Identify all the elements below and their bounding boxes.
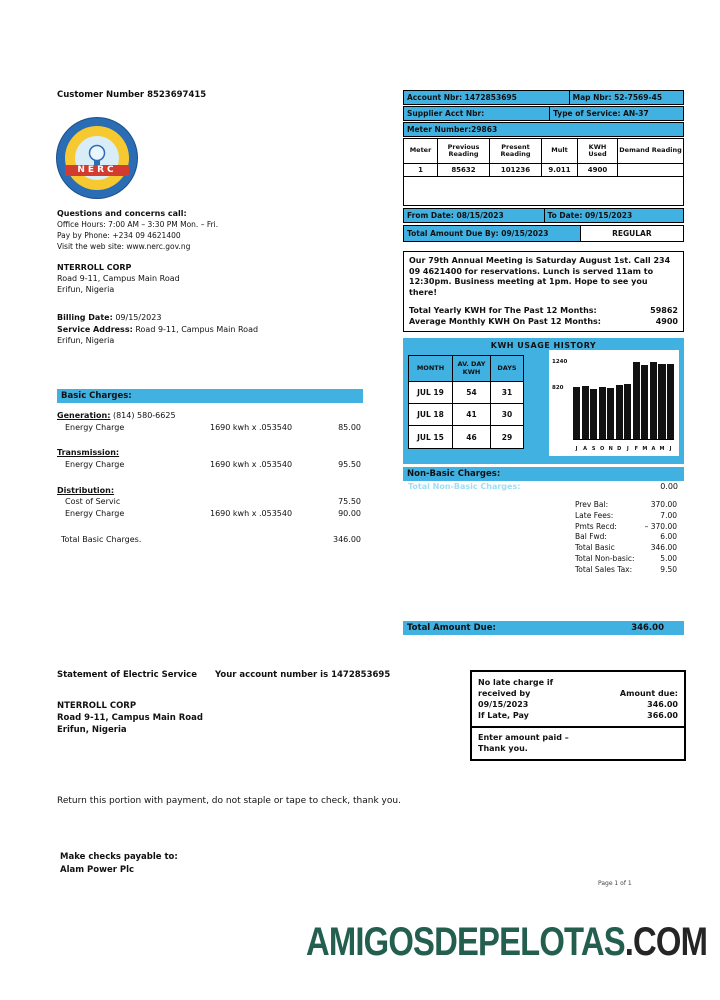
summary-value: 5.00 xyxy=(660,553,677,563)
meter-cell-meter: 1 xyxy=(404,164,438,176)
bar-D-5 xyxy=(616,385,623,439)
kwh-bar-chart xyxy=(549,350,679,456)
summary-label: Total Basic xyxy=(575,543,615,553)
charge-amount: 90.00 xyxy=(338,509,361,518)
usage-avday: 46 xyxy=(453,426,491,448)
meter-cell-kwh-used: 4900 xyxy=(578,164,618,176)
page-number: Page 1 of 1 xyxy=(598,880,632,887)
service-type-cell: Type of Service: AN-37 xyxy=(549,107,683,120)
customer-company: NTERROLL CORP xyxy=(57,263,132,272)
meter-header-mult: Mult xyxy=(542,139,578,163)
bar-J-0 xyxy=(573,387,580,439)
summary-label: Total Sales Tax: xyxy=(575,564,633,574)
x-label-1: A xyxy=(583,446,587,452)
basic-charges-header: Basic Charges: xyxy=(57,389,363,403)
watermark-main: AMIGOSDEPELOTAS xyxy=(306,920,625,964)
x-label-7: F xyxy=(634,446,639,452)
usage-row xyxy=(409,404,523,426)
yearly-kwh-label: Total Yearly KWH for The Past 12 Months: xyxy=(409,306,597,315)
paybox-divider xyxy=(472,726,684,728)
billing-date-label: Billing Date: xyxy=(57,313,113,322)
summary-value: 9.50 xyxy=(660,564,677,574)
summary-value: 370.00 xyxy=(650,500,677,509)
y-axis-tick: 1240 xyxy=(552,358,568,365)
usage-avday: 54 xyxy=(453,382,491,404)
non-basic-total-row xyxy=(403,482,678,491)
charge-row-transmission-energy xyxy=(57,460,363,469)
paybox-row4 xyxy=(478,710,678,721)
payable-to-name: Alam Power Plc xyxy=(60,865,135,875)
total-due-label: Total Amount Due: xyxy=(407,623,496,633)
charge-name: Energy Charge xyxy=(65,509,125,518)
customer-address2: Erifun, Nigeria xyxy=(57,285,115,294)
bar-S-2 xyxy=(590,389,597,439)
account-map-row xyxy=(403,90,684,105)
summary-row xyxy=(575,500,677,511)
meter-cell-present: 101236 xyxy=(490,164,542,176)
x-label-4: N xyxy=(608,446,613,452)
x-label-6: J xyxy=(626,446,629,452)
bar-J-6 xyxy=(624,384,631,439)
remit-company: NTERROLL CORP xyxy=(57,701,137,711)
supplier-cell: Supplier Acct Nbr: xyxy=(407,109,485,118)
non-basic-total-value: 0.00 xyxy=(660,482,678,491)
charge-calc: 1690 kwh x .053540 xyxy=(210,460,293,469)
statement-account-line: Your account number is 1472853695 xyxy=(215,670,391,680)
usage-days: 30 xyxy=(491,404,523,426)
to-date-cell: To Date: 09/15/2023 xyxy=(544,209,684,222)
chart-x-labels xyxy=(573,446,674,452)
meter-number-cell: Meter Number:29863 xyxy=(407,125,498,134)
distribution-label: Distribution: xyxy=(57,486,115,495)
if-late-label: If Late, Pay xyxy=(478,711,529,720)
notice-message: Our 79th Annual Meeting is Saturday August 1st. Call 234 09 4621400 for reservations. Lunch is served 11am to 12:30pm. Business meeting at 1pm. Hope to see you there! xyxy=(409,256,671,297)
paybox-row1 xyxy=(478,677,678,688)
total-amount-due-bar xyxy=(403,621,684,635)
paybox-row3 xyxy=(478,699,678,710)
transmission-group-title xyxy=(57,448,119,457)
customer-address1: Road 9-11, Campus Main Road xyxy=(57,274,180,283)
rate-class-cell: REGULAR xyxy=(580,226,683,241)
meter-header-demand: Demand Reading xyxy=(619,146,682,155)
bar-M-10 xyxy=(658,364,665,439)
generation-label: Generation: xyxy=(57,411,111,420)
contact-pay-by-phone: Pay by Phone: +234 09 4621400 xyxy=(57,231,181,240)
generation-group-title xyxy=(57,411,176,420)
summary-value: – 370.00 xyxy=(644,521,677,531)
basic-total-value: 346.00 xyxy=(333,535,361,544)
usage-table-header xyxy=(409,356,523,382)
charge-row-cost-of-service xyxy=(57,497,363,506)
charge-name: Cost of Servic xyxy=(65,497,121,506)
usage-month: JUL 15 xyxy=(409,426,453,448)
service-address-line xyxy=(57,324,258,336)
service-address-city: Erifun, Nigeria xyxy=(57,336,115,345)
chart-plot-area xyxy=(573,358,674,440)
summary-row xyxy=(575,554,677,565)
avg-kwh-label: Average Monthly KWH On Past 12 Months: xyxy=(409,317,601,326)
service-address-label: Service Address: xyxy=(57,324,133,334)
logo-nerc-band: NERC xyxy=(65,165,129,176)
billing-date-value: 09/15/2023 xyxy=(115,313,162,322)
summary-label: Prev Bal: xyxy=(575,500,609,509)
usage-header-days: DAYS xyxy=(491,356,523,382)
usage-avday: 41 xyxy=(453,404,491,426)
meter-cell-mult: 9.011 xyxy=(542,164,578,176)
charge-amount: 85.00 xyxy=(338,423,361,432)
basic-total-row xyxy=(57,535,363,544)
meter-table xyxy=(403,138,684,206)
summary-label: Bal Fwd: xyxy=(575,532,607,542)
generation-phone: (814) 580-6625 xyxy=(112,411,176,420)
y-axis-tick: 820 xyxy=(552,385,564,392)
charge-calc: 1690 kwh x .053540 xyxy=(210,509,293,518)
yearly-kwh-row xyxy=(409,305,678,316)
billing-date-line xyxy=(57,312,258,324)
contact-block xyxy=(57,208,307,252)
remit-address2: Erifun, Nigeria xyxy=(57,725,127,735)
charge-amount: 75.50 xyxy=(338,497,361,506)
charge-row-distribution-energy xyxy=(57,509,363,518)
supplier-type-row xyxy=(403,106,684,121)
return-instruction: Return this portion with payment, do not staple or tape to check, thank you. xyxy=(57,796,401,806)
usage-table xyxy=(408,355,524,449)
summary-value: 6.00 xyxy=(660,532,677,542)
summary-row xyxy=(575,522,677,533)
summary-label: Late Fees: xyxy=(575,510,614,520)
total-due-value: 346.00 xyxy=(631,623,664,633)
x-label-10: M xyxy=(659,446,665,452)
charge-name: Energy Charge xyxy=(65,423,125,432)
service-address-value: Road 9-11, Campus Main Road xyxy=(135,324,259,334)
transmission-label: Transmission: xyxy=(57,448,120,457)
meter-data-row xyxy=(404,164,683,177)
from-to-date-row xyxy=(403,208,684,223)
meter-header-meter: Meter xyxy=(404,139,438,163)
enter-amount-line1: Enter amount paid – xyxy=(478,733,569,742)
charge-amount: 95.50 xyxy=(338,460,361,469)
usage-row xyxy=(409,382,523,404)
bar-F-7 xyxy=(633,362,640,439)
bar-J-11 xyxy=(667,364,674,439)
no-late-line2: received by xyxy=(478,689,531,698)
summary-row xyxy=(575,565,677,576)
x-label-3: O xyxy=(600,446,605,452)
due-date: 09/15/2023 xyxy=(478,700,529,709)
contact-office-hours: Office Hours: 7:00 AM – 3:30 PM Mon. – Fri. xyxy=(57,220,219,229)
account-number-cell: Account Nbr: 1472853695 xyxy=(407,93,517,102)
x-label-2: S xyxy=(591,446,596,452)
due-by-row xyxy=(403,225,684,242)
no-late-line1: No late charge if xyxy=(478,678,554,687)
meter-cell-demand xyxy=(618,164,683,176)
meter-table-spacer xyxy=(404,177,683,205)
meter-header-present: Present Reading xyxy=(490,139,542,163)
x-label-8: M xyxy=(642,446,648,452)
summary-row xyxy=(575,543,677,554)
due-by-cell: Total Amount Due By: 09/15/2023 xyxy=(404,226,580,241)
meter-header-previous: Previous Reading xyxy=(438,139,490,163)
summary-row xyxy=(575,532,677,543)
usage-days: 31 xyxy=(491,382,523,404)
remit-address1: Road 9-11, Campus Main Road xyxy=(57,713,203,723)
usage-row xyxy=(409,426,523,448)
avg-kwh-row xyxy=(409,316,678,327)
billing-block xyxy=(57,312,258,347)
annual-meeting-notice xyxy=(403,251,684,332)
bar-O-3 xyxy=(599,387,606,439)
bar-M-8 xyxy=(641,365,648,439)
yearly-kwh-value: 59862 xyxy=(650,306,678,315)
basic-total-label: Total Basic Charges. xyxy=(61,535,142,544)
remit-address-block xyxy=(57,700,203,736)
usage-days: 29 xyxy=(491,426,523,448)
x-label-0: J xyxy=(575,446,578,452)
checks-payable-block xyxy=(60,851,178,877)
summary-value: 346.00 xyxy=(650,543,677,553)
account-summary xyxy=(575,500,677,576)
distribution-group-title xyxy=(57,486,114,495)
enter-amount-line2: Thank you. xyxy=(478,744,528,753)
usage-header-month: MONTH xyxy=(409,356,453,382)
x-label-9: A xyxy=(651,446,656,452)
x-label-5: D xyxy=(617,446,622,452)
meter-header-kwh-used: KWH Used xyxy=(578,139,618,163)
bar-A-1 xyxy=(582,386,589,439)
from-date-cell: From Date: 08/15/2023 xyxy=(407,211,504,220)
meter-cell-previous: 85632 xyxy=(438,164,490,176)
customer-address-block xyxy=(57,262,180,295)
statement-title: Statement of Electric Service xyxy=(57,670,197,680)
usage-month: JUL 19 xyxy=(409,382,453,404)
usage-month: JUL 18 xyxy=(409,404,453,426)
contact-website: Visit the web site: www.nerc.gov.ng xyxy=(57,242,191,251)
customer-number-line xyxy=(57,90,206,100)
logo-outer-ring xyxy=(57,118,137,198)
amount-due-value: 346.00 xyxy=(647,700,678,709)
kwh-usage-title: KWH USAGE HISTORY xyxy=(490,341,597,350)
payment-stub-box xyxy=(470,670,686,761)
bar-N-4 xyxy=(607,388,614,439)
paybox-row2 xyxy=(478,688,678,699)
usage-header-avday: AV. DAY KWH xyxy=(453,356,491,382)
charge-name: Energy Charge xyxy=(65,460,125,469)
summary-label: Total Non-basic: xyxy=(575,553,635,563)
customer-number-value: 8523697415 xyxy=(147,90,207,100)
charge-row-generation-energy xyxy=(57,423,363,432)
non-basic-total-label: Total Non-Basic Charges: xyxy=(408,482,521,491)
meter-table-header xyxy=(404,139,683,164)
avg-kwh-value: 4900 xyxy=(655,317,678,326)
watermark xyxy=(306,920,707,965)
kwh-usage-history-panel xyxy=(403,338,684,464)
nerc-logo xyxy=(57,118,137,198)
if-late-value: 366.00 xyxy=(647,711,678,720)
contact-title: Questions and concerns call: xyxy=(57,209,187,218)
charge-calc: 1690 kwh x .053540 xyxy=(210,423,293,432)
watermark-suffix: .COM xyxy=(624,920,708,964)
map-number-cell: Map Nbr: 52-7569-45 xyxy=(569,91,683,104)
summary-label: Pmts Recd: xyxy=(575,521,617,531)
account-info-table xyxy=(403,90,684,242)
amount-due-label: Amount due: xyxy=(619,689,678,698)
summary-value: 7.00 xyxy=(660,510,677,520)
customer-number-label: Customer Number xyxy=(57,90,145,100)
bar-A-9 xyxy=(650,362,657,439)
x-label-11: J xyxy=(669,446,672,452)
non-basic-header: Non-Basic Charges: xyxy=(403,467,684,481)
logo-yellow-ring xyxy=(65,126,129,190)
checks-payable-label: Make checks payable to: xyxy=(60,852,178,862)
meter-number-row xyxy=(403,122,684,137)
summary-row xyxy=(575,511,677,522)
